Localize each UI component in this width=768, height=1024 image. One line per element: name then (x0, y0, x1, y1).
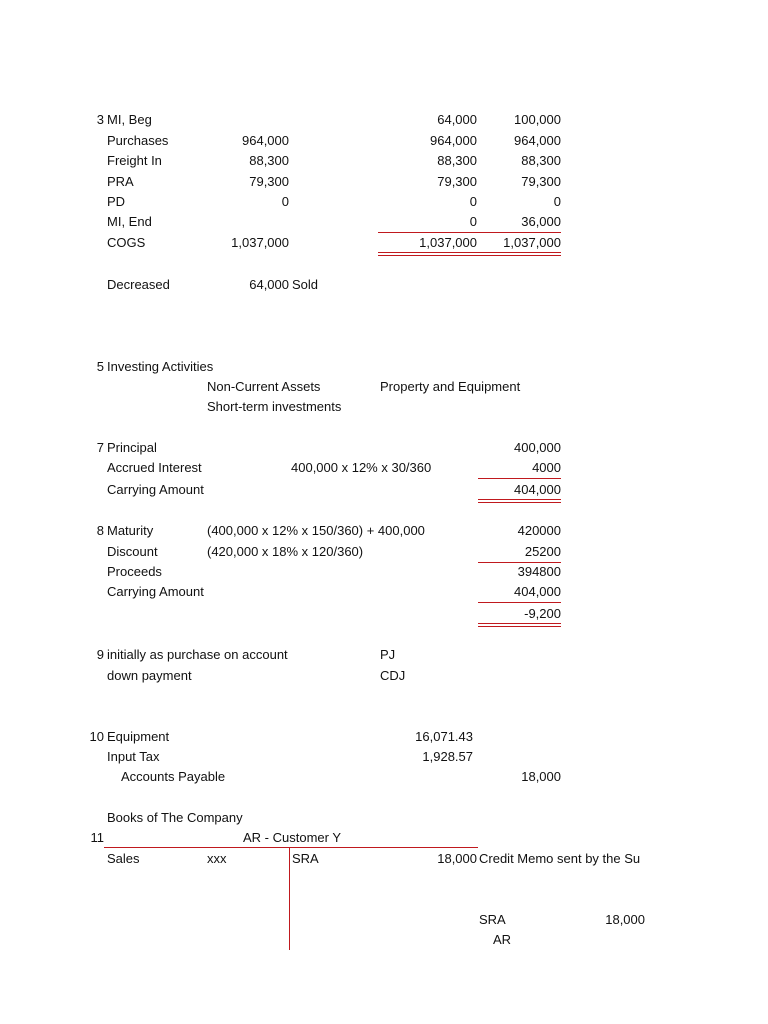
entry-debit-value: 18,000 (605, 912, 645, 927)
row-label: MI, Beg (107, 112, 152, 127)
double-underline (478, 499, 561, 503)
books-label: Books of The Company (107, 810, 243, 825)
credit-value: 18,000 (437, 851, 477, 866)
t-account-divider (289, 848, 290, 950)
cell-value: 79,300 (249, 174, 289, 189)
row-label: Accounts Payable (121, 769, 226, 784)
row-label: Purchases (107, 133, 169, 148)
item-number: 8 (96, 523, 104, 538)
row-label: Carrying Amount (107, 584, 204, 599)
cell-value: 88,300 (249, 153, 289, 168)
item-number: 9 (96, 647, 104, 662)
item-number: 7 (96, 440, 104, 455)
cell-value: 25200 (524, 544, 561, 559)
cell-value: 1,037,000 (503, 235, 561, 250)
row-label: MI, End (107, 214, 152, 229)
cell-value: 36,000 (521, 214, 561, 229)
item-number: 11 (90, 830, 104, 845)
row-label: down payment (107, 668, 192, 683)
journal-code: PJ (380, 647, 396, 662)
total-rule (478, 562, 561, 563)
cell-value: 79,300 (521, 174, 561, 189)
decreased-label: Decreased (107, 277, 170, 292)
row-label: Discount (107, 544, 158, 559)
cell-value: 404,000 (514, 584, 561, 599)
double-underline (478, 623, 561, 627)
decreased-value: 64,000 (249, 277, 289, 292)
row-label: PRA (107, 174, 134, 189)
row-label: Equipment (107, 729, 170, 744)
row-label: Carrying Amount (107, 482, 204, 497)
list-item: Short-term investments (207, 399, 342, 414)
row-label: Accrued Interest (107, 460, 202, 475)
cell-value: -9,200 (524, 606, 561, 621)
cell-value: 0 (469, 194, 477, 209)
row-label: initially as purchase on account (107, 647, 288, 662)
debit-value: 1,928.57 (422, 749, 473, 764)
cell-value: 420000 (517, 523, 561, 538)
item-number: 10 (89, 729, 104, 744)
entry-debit-label: SRA (479, 912, 506, 927)
row-label: Freight In (107, 153, 162, 168)
cell-value: 394800 (517, 564, 561, 579)
debit-label: Sales (107, 851, 140, 866)
cell-value: 64,000 (437, 112, 477, 127)
cell-value: 400,000 (514, 440, 561, 455)
total-rule (378, 232, 561, 233)
list-item: Property and Equipment (380, 379, 521, 394)
item-number: 5 (96, 359, 104, 374)
total-rule (478, 602, 561, 603)
row-label: Maturity (107, 523, 154, 538)
formula: (400,000 x 12% x 150/360) + 400,000 (207, 523, 425, 538)
cell-value: 0 (469, 214, 477, 229)
cell-value: 964,000 (514, 133, 561, 148)
cell-value: 79,300 (437, 174, 477, 189)
credit-memo-note: Credit Memo sent by the Su (479, 851, 641, 866)
debit-value: xxx (207, 851, 227, 866)
item-number: 3 (96, 112, 104, 127)
cell-value: 0 (281, 194, 289, 209)
credit-value: 18,000 (521, 769, 561, 784)
row-label: Proceeds (107, 564, 162, 579)
cell-value: 1,037,000 (419, 235, 477, 250)
journal-code: CDJ (380, 668, 406, 683)
cell-value: 404,000 (514, 482, 561, 497)
double-underline (378, 252, 561, 256)
cell-value: 88,300 (437, 153, 477, 168)
t-account-title: AR - Customer Y (243, 830, 342, 845)
cell-value: 1,037,000 (231, 235, 289, 250)
t-account-top-rule (104, 847, 478, 848)
section-title: Investing Activities (107, 359, 214, 374)
debit-value: 16,071.43 (415, 729, 473, 744)
cell-value: 4000 (532, 460, 561, 475)
cell-value: 0 (553, 194, 561, 209)
formula: (420,000 x 18% x 120/360) (207, 544, 364, 559)
row-label: Principal (107, 440, 157, 455)
credit-label: SRA (292, 851, 319, 866)
cell-value: 964,000 (242, 133, 289, 148)
formula: 400,000 x 12% x 30/360 (291, 460, 432, 475)
row-label: Input Tax (107, 749, 160, 764)
cell-value: 100,000 (514, 112, 561, 127)
cell-value: 88,300 (521, 153, 561, 168)
total-rule (478, 478, 561, 479)
cell-value: 964,000 (430, 133, 477, 148)
decreased-note: Sold (292, 277, 319, 292)
list-item: Non-Current Assets (207, 379, 321, 394)
entry-credit-label: AR (493, 932, 512, 947)
row-label: PD (107, 194, 126, 209)
row-label: COGS (107, 235, 146, 250)
